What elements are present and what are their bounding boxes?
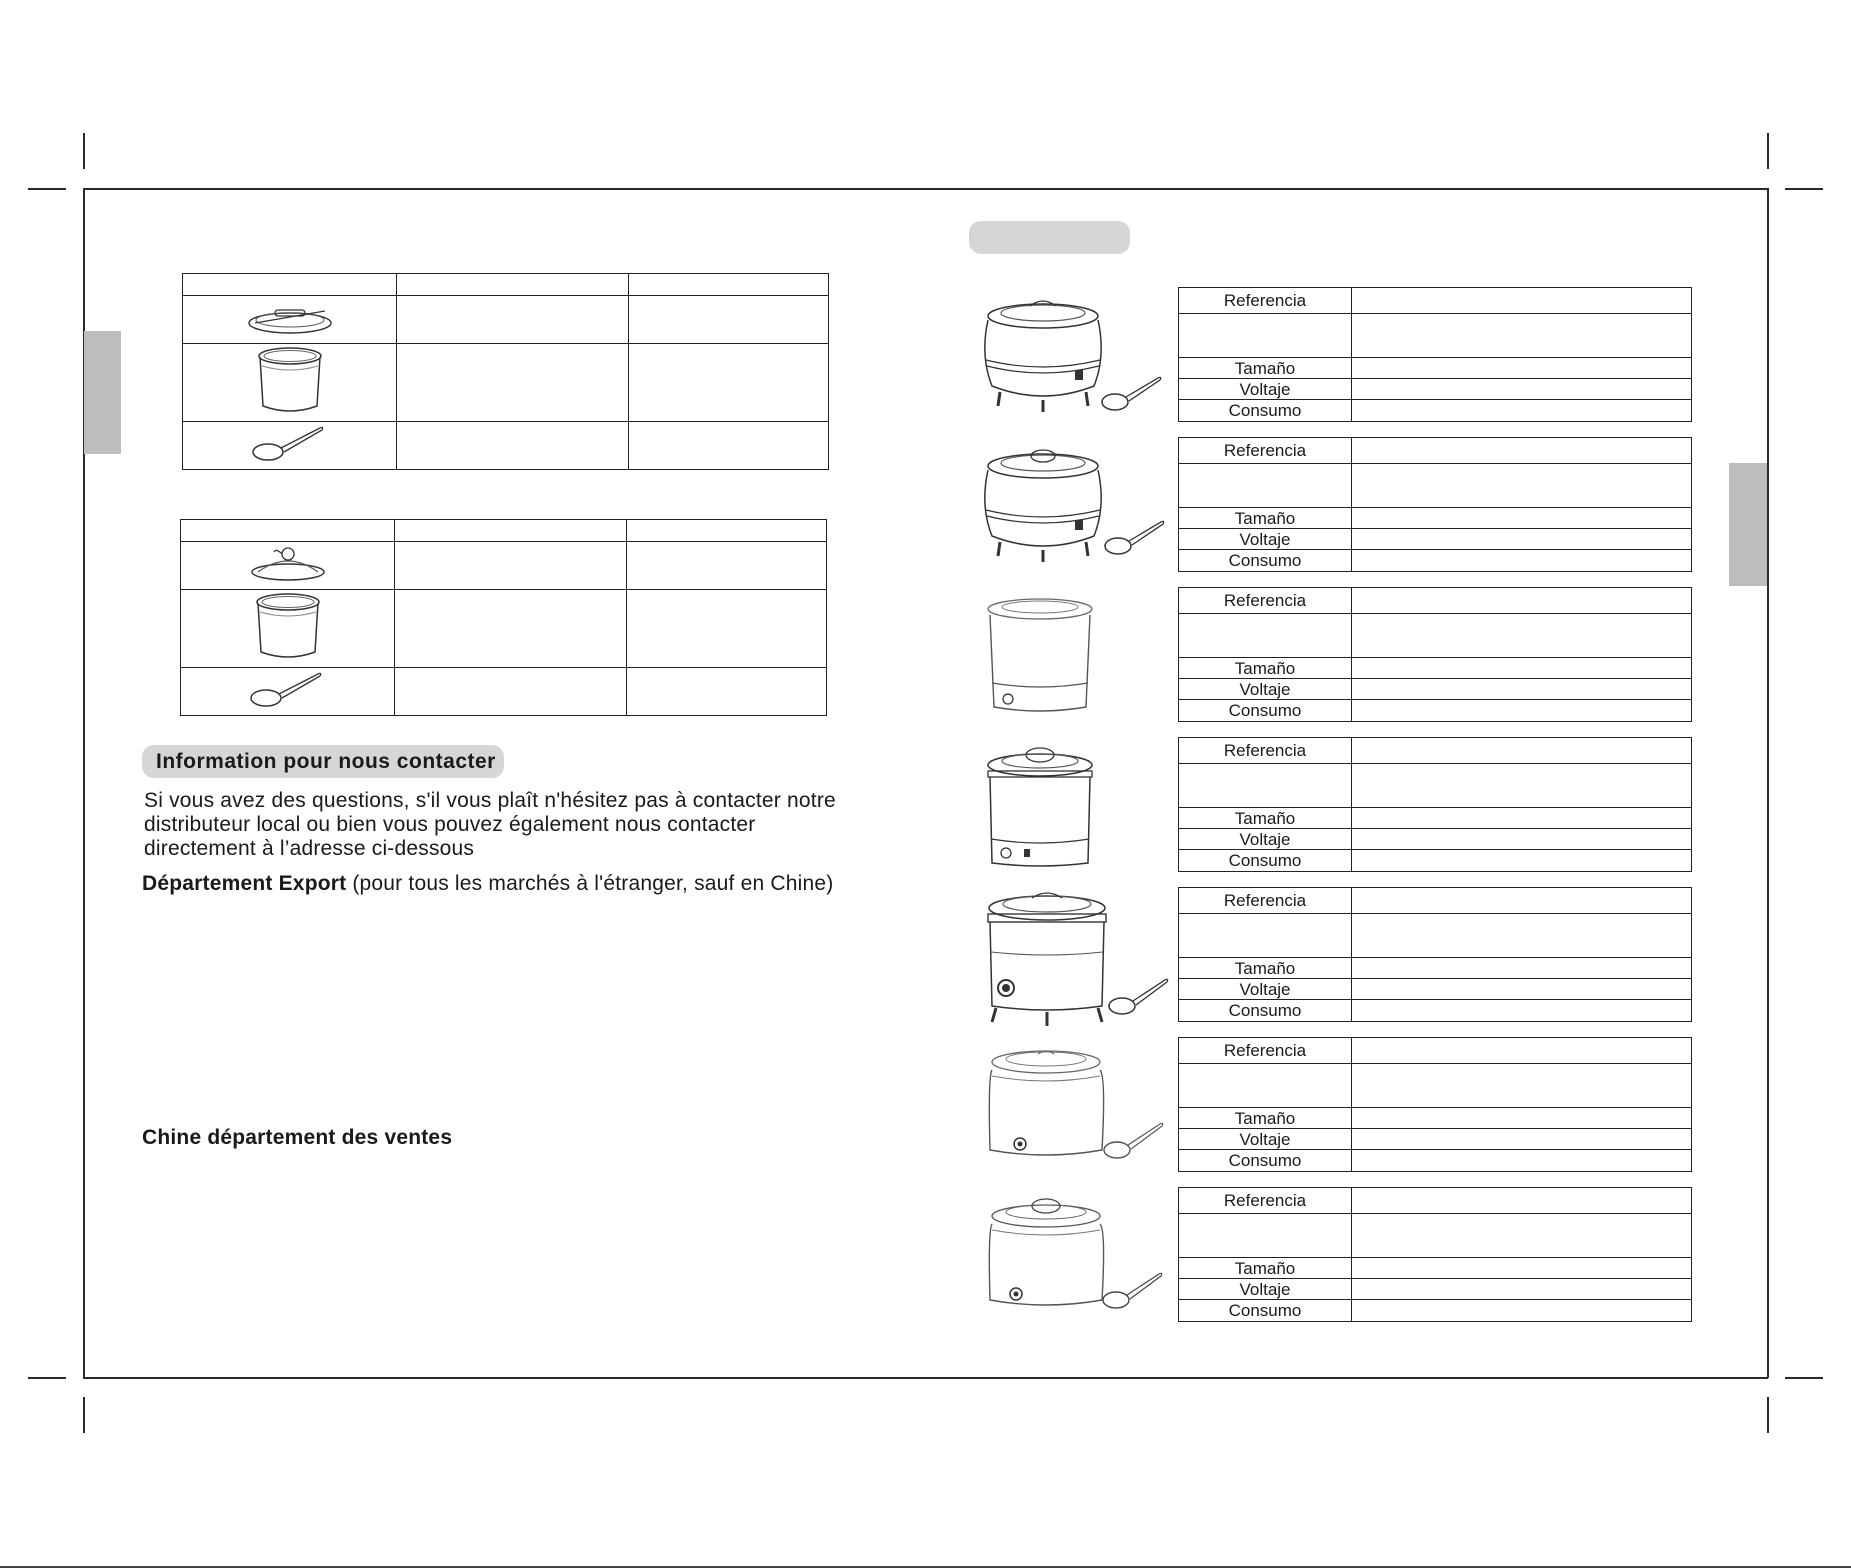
consumo-value	[1352, 850, 1692, 872]
spec-cell	[1179, 1064, 1352, 1108]
crop-mark	[28, 1377, 66, 1379]
description-value	[1352, 914, 1692, 958]
consumo-label: Consumo	[1179, 850, 1352, 872]
spec-row	[1179, 888, 1692, 914]
table-header-cell	[181, 520, 395, 542]
spec-row	[1179, 958, 1692, 979]
spec-row	[1179, 588, 1692, 614]
consumo-value	[1352, 700, 1692, 722]
consumo-value	[1352, 400, 1692, 422]
voltaje-value	[1352, 529, 1692, 550]
table-cell	[627, 590, 827, 668]
spec-row	[1179, 1038, 1692, 1064]
tamano-value	[1352, 358, 1692, 379]
spec-cell	[1179, 464, 1352, 508]
spec-row	[1179, 550, 1692, 572]
consumo-label: Consumo	[1179, 550, 1352, 572]
product-spec-table	[1178, 1187, 1692, 1322]
table-header-cell	[395, 520, 627, 542]
spec-row	[1179, 764, 1692, 808]
table-cell	[397, 296, 629, 344]
spec-row	[1179, 400, 1692, 422]
spec-row	[1179, 808, 1692, 829]
page-edge-line	[0, 1566, 1851, 1568]
contact-paragraph	[144, 789, 884, 861]
voltaje-label: Voltaje	[1179, 829, 1352, 850]
spec-row	[1179, 700, 1692, 722]
crop-mark	[1785, 188, 1823, 190]
contact-heading: Information pour nous contacter	[142, 745, 504, 778]
soup-kettle-icon	[978, 446, 1168, 566]
referencia-value	[1352, 888, 1692, 914]
frame-right	[1767, 188, 1769, 1378]
table-cell	[397, 344, 629, 422]
spec-row	[1179, 850, 1692, 872]
frame-top	[83, 188, 1768, 190]
tamano-label: Tamaño	[1179, 1108, 1352, 1129]
spec-row	[1179, 1258, 1692, 1279]
referencia-value	[1352, 438, 1692, 464]
table-row	[183, 296, 829, 344]
voltaje-value	[1352, 829, 1692, 850]
voltaje-label: Voltaje	[1179, 379, 1352, 400]
table-row	[181, 668, 827, 716]
consumo-value	[1352, 550, 1692, 572]
spec-row	[1179, 1108, 1692, 1129]
product-spec-table	[1178, 887, 1692, 1022]
ladle-icon	[183, 422, 397, 470]
product-spec-table	[1178, 1037, 1692, 1172]
spec-row	[1179, 1000, 1692, 1022]
spec-row	[1179, 314, 1692, 358]
description-value	[1352, 314, 1692, 358]
text-line: Si vous avez des questions, s'il vous plaît n'hésitez pas à contacter notre	[144, 789, 836, 812]
page-tab-marker	[84, 331, 121, 454]
inner-pot-icon	[181, 590, 395, 668]
export-department-line	[142, 872, 902, 896]
voltaje-value	[1352, 979, 1692, 1000]
consumo-label: Consumo	[1179, 1300, 1352, 1322]
spec-row	[1179, 1129, 1692, 1150]
table-cell	[627, 668, 827, 716]
referencia-value	[1352, 1188, 1692, 1214]
spec-row	[1179, 1279, 1692, 1300]
china-sales-heading: Chine département des ventes	[142, 1126, 453, 1149]
referencia-label: Referencia	[1179, 1188, 1352, 1214]
spec-row	[1179, 979, 1692, 1000]
voltaje-value	[1352, 679, 1692, 700]
tamano-value	[1352, 958, 1692, 979]
tamano-label: Tamaño	[1179, 358, 1352, 379]
spec-row	[1179, 529, 1692, 550]
tamano-value	[1352, 1108, 1692, 1129]
spec-row	[1179, 914, 1692, 958]
consumo-value	[1352, 1150, 1692, 1172]
table-cell	[629, 344, 829, 422]
referencia-label: Referencia	[1179, 588, 1352, 614]
description-value	[1352, 764, 1692, 808]
ladle-icon	[181, 668, 395, 716]
referencia-label: Referencia	[1179, 438, 1352, 464]
table-cell	[397, 422, 629, 470]
tamano-value	[1352, 808, 1692, 829]
consumo-label: Consumo	[1179, 400, 1352, 422]
crop-mark	[1767, 133, 1769, 169]
product-spec-table	[1178, 287, 1692, 422]
referencia-label: Referencia	[1179, 288, 1352, 314]
table-cell	[395, 590, 627, 668]
voltaje-value	[1352, 1279, 1692, 1300]
voltaje-label: Voltaje	[1179, 1129, 1352, 1150]
table-row	[181, 590, 827, 668]
table-header-cell	[629, 274, 829, 296]
crop-mark	[1785, 1377, 1823, 1379]
referencia-value	[1352, 738, 1692, 764]
referencia-value	[1352, 288, 1692, 314]
table-header-row	[183, 274, 829, 296]
spec-row	[1179, 379, 1692, 400]
table-header-cell	[627, 520, 827, 542]
crop-mark	[83, 1397, 85, 1433]
voltaje-label: Voltaje	[1179, 529, 1352, 550]
table-header-cell	[183, 274, 397, 296]
text-line: directement à l’adresse ci-dessous	[144, 837, 475, 860]
voltaje-value	[1352, 379, 1692, 400]
spec-row	[1179, 358, 1692, 379]
export-department-note: (pour tous les marchés à l'étranger, sauf en Chine)	[346, 872, 834, 895]
voltaje-value	[1352, 1129, 1692, 1150]
product-spec-table	[1178, 587, 1692, 722]
consumo-value	[1352, 1300, 1692, 1322]
description-value	[1352, 1214, 1692, 1258]
crop-mark	[1767, 1397, 1769, 1433]
table-cell	[629, 296, 829, 344]
spec-row	[1179, 464, 1692, 508]
spec-row	[1179, 1188, 1692, 1214]
tamano-label: Tamaño	[1179, 658, 1352, 679]
spec-row	[1179, 1300, 1692, 1322]
table-row	[183, 422, 829, 470]
page-tab-marker	[1729, 463, 1767, 586]
spec-row	[1179, 679, 1692, 700]
tamano-label: Tamaño	[1179, 808, 1352, 829]
crop-mark	[28, 188, 66, 190]
consumo-label: Consumo	[1179, 700, 1352, 722]
text-line: distributeur local ou bien vous pouvez également nous contacter	[144, 813, 756, 836]
consumo-label: Consumo	[1179, 1000, 1352, 1022]
spec-row	[1179, 438, 1692, 464]
referencia-label: Referencia	[1179, 738, 1352, 764]
table-header-cell	[397, 274, 629, 296]
spec-row	[1179, 829, 1692, 850]
soup-kettle-icon	[984, 1046, 1174, 1166]
voltaje-label: Voltaje	[1179, 979, 1352, 1000]
referencia-value	[1352, 588, 1692, 614]
voltaje-label: Voltaje	[1179, 679, 1352, 700]
table-header-row	[181, 520, 827, 542]
spec-cell	[1179, 614, 1352, 658]
table-row	[181, 542, 827, 590]
product-spec-table	[1178, 737, 1692, 872]
frame-bottom	[83, 1377, 1768, 1379]
description-value	[1352, 1064, 1692, 1108]
soup-kettle-icon	[980, 745, 1110, 870]
crop-mark	[83, 133, 85, 169]
spec-row	[1179, 1064, 1692, 1108]
export-department-label: Département Export	[142, 872, 347, 895]
tamano-label: Tamaño	[1179, 958, 1352, 979]
parts-table	[180, 519, 827, 716]
spec-row	[1179, 1150, 1692, 1172]
tamano-value	[1352, 508, 1692, 529]
table-row	[183, 344, 829, 422]
soup-kettle-icon	[980, 595, 1110, 715]
tamano-label: Tamaño	[1179, 1258, 1352, 1279]
lid-icon	[183, 296, 397, 344]
table-cell	[395, 668, 627, 716]
tamano-label: Tamaño	[1179, 508, 1352, 529]
table-cell	[627, 542, 827, 590]
voltaje-label: Voltaje	[1179, 1279, 1352, 1300]
table-cell	[395, 542, 627, 590]
spec-row	[1179, 1214, 1692, 1258]
tamano-value	[1352, 1258, 1692, 1279]
parts-table	[182, 273, 829, 470]
spec-row	[1179, 614, 1692, 658]
spec-row	[1179, 658, 1692, 679]
referencia-value	[1352, 1038, 1692, 1064]
tamano-value	[1352, 658, 1692, 679]
spec-cell	[1179, 914, 1352, 958]
spec-row	[1179, 738, 1692, 764]
soup-kettle-icon	[984, 1196, 1174, 1316]
spec-row	[1179, 288, 1692, 314]
description-value	[1352, 464, 1692, 508]
spec-cell	[1179, 1214, 1352, 1258]
referencia-label: Referencia	[1179, 1038, 1352, 1064]
description-value	[1352, 614, 1692, 658]
consumo-value	[1352, 1000, 1692, 1022]
spec-row	[1179, 508, 1692, 529]
section-pill	[969, 221, 1130, 254]
spec-cell	[1179, 764, 1352, 808]
soup-kettle-icon	[978, 296, 1168, 416]
referencia-label: Referencia	[1179, 888, 1352, 914]
spec-cell	[1179, 314, 1352, 358]
hinged-lid-icon	[181, 542, 395, 590]
inner-pot-icon	[183, 344, 397, 422]
table-cell	[629, 422, 829, 470]
product-spec-table	[1178, 437, 1692, 572]
consumo-label: Consumo	[1179, 1150, 1352, 1172]
soup-kettle-icon	[982, 888, 1172, 1028]
